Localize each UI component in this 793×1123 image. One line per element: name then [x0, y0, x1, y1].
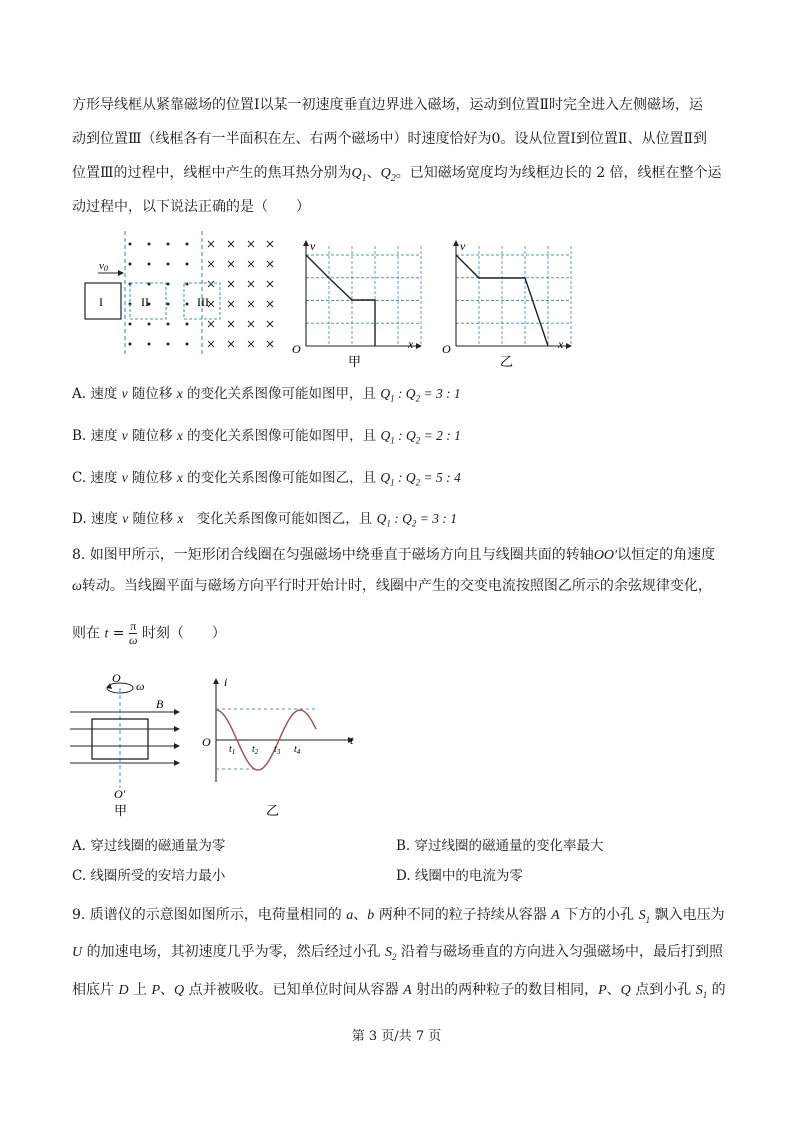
label-II: II — [141, 295, 149, 309]
q7-line-1: 方形导线框从紧靠磁场的位置Ⅰ以某一初速度垂直边界进入磁场，运动到位置Ⅱ时完全进入左侧磁场，运 — [72, 97, 704, 113]
field-out-dots — [129, 243, 189, 346]
svg-text:x: x — [558, 337, 564, 351]
q9-line-2: U 的加速电场，其初速度几乎为零，然后经过小孔 $S_2$ 沿着与磁场垂直的方向进入匀强磁场中，最后打到照 — [72, 944, 723, 962]
field-in-crosses — [208, 241, 273, 347]
svg-text:v: v — [460, 239, 466, 253]
q7-option-D[interactable]: D. 速度 v 随位移 x 变化关系图像可能如图乙，且 $Q_1$ : $Q_2 = 3$ : 1 — [72, 511, 457, 529]
svg-text:t3: $t_3$ — [274, 744, 281, 756]
q7-option-C[interactable]: C. 速度 v 随位移 x 的变化关系图像可能如图乙，且 $Q_1$ : $Q_2 = 5$ : 4 — [72, 470, 461, 488]
svg-text:甲: 甲 — [114, 804, 128, 819]
q7-line-2: 动到位置Ⅲ（线框各有一半面积在左、右两个磁场中）时速度恰好为0。设从位置Ⅰ到位置Ⅱ、从位置Ⅱ到 — [72, 131, 707, 147]
svg-text:t4: $t_4$ — [294, 744, 301, 756]
svg-text:O: O — [202, 735, 211, 749]
svg-text:v: v — [310, 239, 316, 253]
q8-line-3: 则在 t = $\frac{\pi}{\omega}$ 时刻（ ） — [72, 619, 226, 647]
caption-yi: 乙 — [500, 355, 514, 370]
label-III: III — [197, 295, 209, 309]
svg-text:i: i — [224, 675, 228, 689]
q7-graph-yi — [438, 238, 578, 373]
svg-text:ω: ω — [136, 679, 145, 693]
q8-option-B[interactable]: B. 穿过线圈的磁通量的变化率最大 — [396, 838, 604, 854]
q2-symbol: $Q_2$ — [380, 166, 396, 184]
q8-option-C[interactable]: C. 线圈所受的安培力最小 — [72, 868, 226, 884]
field-B-label: B — [156, 697, 164, 711]
q8-option-D[interactable]: D. 线圈中的电流为零 — [396, 868, 523, 884]
svg-text:t2: $t_2$ — [252, 744, 259, 756]
q7-option-B[interactable]: B. 速度 v 随位移 x 的变化关系图像可能如图甲，且 $Q_1$ : $Q_2 = 2$ : 1 — [72, 428, 461, 446]
q1-symbol: $Q_1$ — [351, 166, 367, 184]
q8-line-1: 8. 如图甲所示，一矩形闭合线圈在匀强磁场中绕垂直于磁场方向且与线圈共面的转轴OO′以恒定的角速度 — [72, 547, 716, 563]
svg-text:O: O — [112, 671, 121, 685]
q8-line-2: ω转动。当线圈平面与磁场方向平行时开始计时，线圈中产生的交变电流按照图乙所示的余弦规律变化， — [72, 578, 712, 594]
svg-text:O: O — [442, 342, 451, 356]
q9-line-3: 相底片 D 上 P、Q 点并被吸收。已知单位时间从容器 A 射出的两种粒子的数目相同，P、Q 点到小孔 $S_1$ 的 — [72, 982, 726, 1000]
q7-line-4: 动过程中，以下说法正确的是（ ） — [72, 199, 310, 215]
caption-jia: 甲 — [348, 355, 362, 370]
svg-text:t: t — [350, 733, 354, 747]
q8-current-graph — [196, 672, 366, 822]
q7-option-A[interactable]: A. 速度 v 随位移 x 的变化关系图像可能如图甲，且 $Q_1$ : $Q_2 = 3$ : 1 — [72, 386, 461, 404]
q9-line-1: 9. 质谱仪的示意图如图所示，电荷量相同的 a、b 两种不同的粒子持续从容器 A 下方的小孔 $S_1$ 飘入电压为 — [72, 907, 725, 925]
frame-position-I — [85, 283, 121, 319]
fraction-pi-over-omega: $\frac{\pi}{\omega}$ — [128, 619, 138, 647]
svg-text:O′: O′ — [114, 787, 126, 801]
omega-symbol: ω — [72, 579, 82, 594]
svg-text:x: x — [408, 337, 414, 351]
svg-text:t1: $t_1$ — [229, 744, 236, 756]
q7-field-figure — [80, 228, 280, 358]
label-I: I — [99, 295, 103, 309]
q8-option-A[interactable]: A. 穿过线圈的磁通量为零 — [72, 838, 226, 854]
svg-text:O: O — [292, 342, 301, 356]
q7-graph-jia — [288, 238, 428, 373]
svg-text:乙: 乙 — [266, 804, 280, 819]
v0-label: v0 — [99, 260, 108, 273]
page-footer: 第 3 页/共 7 页 — [351, 1029, 442, 1044]
q7-line-3: 位置Ⅲ的过程中，线框中产生的焦耳热分别为$Q_1$、$Q_2$。已知磁场宽度均为线框边长的 2 倍，线框在整个运 — [72, 165, 722, 184]
q8-coil-figure — [66, 668, 186, 820]
axis-oo-prime: OO′ — [593, 548, 618, 563]
